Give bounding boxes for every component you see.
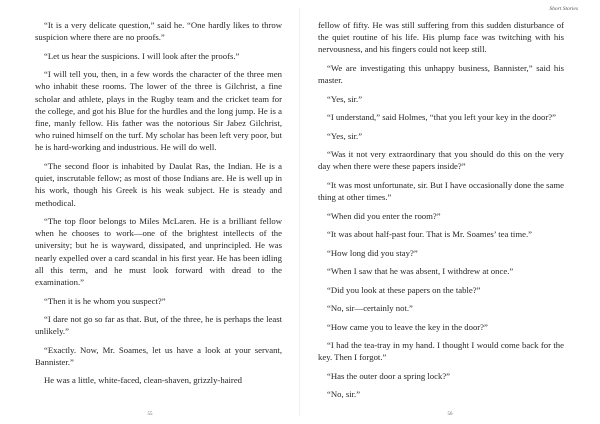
running-head: Short Stories [549, 6, 578, 12]
paragraph: “No, sir.” [327, 389, 361, 400]
left-page-text [35, 19, 282, 393]
paragraph: “Did you look at these papers on the table?” [327, 284, 481, 295]
paragraph: “I understand,” said Holmes, “that you left your key in the door?” [327, 112, 556, 123]
paragraph: “Was it not very extraordinary that you should do this on the very day when there were these papers inside?” [318, 149, 564, 172]
paragraph: “When I saw that he was absent, I withdrew at once.” [327, 266, 514, 277]
paragraph: He was a little, white-faced, clean-shaven, grizzly-haired [44, 375, 243, 386]
paragraph: “Has the outer door a spring lock?” [327, 370, 451, 381]
paragraph: “The second floor is inhabited by Daulat Ras, the Indian. He is a quiet, inscrutable fellow; as most of those Indians are. He is well up in his work, though his Greek is his weak subject. He is steady and methodical. [35, 160, 282, 208]
paragraph: “Yes, sir.” [327, 130, 363, 141]
paragraph: “How came you to leave the key in the door?” [327, 321, 488, 332]
paragraph: “Exactly. Now, Mr. Soames, let us have a look at your servant, Bannister.” [35, 344, 282, 367]
page-number: 55 [147, 412, 153, 417]
paragraph-continued: fellow of fifty. He was still suffering from this sudden disturbance of the quiet routine of his life. His plump face was twitching with his nervousness, and his fingers could not keep still. [318, 20, 564, 55]
paragraph: “No, sir—certainly not.” [327, 303, 413, 314]
paragraph: “It is a very delicate question,” said he. “One hardly likes to throw suspicion where there are no proofs.” [35, 20, 282, 43]
paragraph: “We are investigating this unhappy business, Bannister,” said his master. [318, 62, 564, 86]
paragraph: “Then it is he whom you suspect?” [44, 295, 166, 306]
right-page [300, 0, 600, 424]
paragraph: “It was about half-past four. That is Mr. Soames’ tea time.” [327, 229, 532, 240]
right-page-text [318, 19, 564, 407]
paragraph: “When did you enter the room?” [327, 210, 441, 221]
paragraph: “I had the tea-tray in my hand. I thought I would come back for the key. Then I forgot.” [318, 340, 564, 363]
paragraph: “I dare not go so far as that. But, of the three, he is perhaps the least unlikely.” [35, 314, 282, 337]
paragraph: “How long did you stay?” [327, 247, 418, 258]
paragraph: “It was most unfortunate, sir. But I have occasionally done the same thing at other times.” [318, 179, 564, 203]
paragraph: “Yes, sir.” [327, 93, 363, 104]
paragraph: “I will tell you, then, in a few words the character of the three men who inhabit these rooms. The lower of the three is Gilchrist, a fine scholar and athlete, plays in the Rugby team and the cricket team for the college, and got his Blue for the hurdles and the long jump. He is a fine, manly fellow. His father was the notorious Sir Jabez Gilchrist, who ruined himself on the turf. My scholar has been left very poor, but he is hard-working and industrious. He will do well. [35, 69, 282, 153]
page-number: 56 [447, 412, 453, 417]
paragraph: “The top floor belongs to Miles McLaren. He is a brilliant fellow when he chooses to work—one of the brightest intellects of the university; but he is wayward, dissipated, and unprincipled. He was nearly expelled over a card scandal in his first year. He has been idling all this term, and he must look forward with dread to the examination.” [35, 216, 282, 288]
paragraph: “Let us hear the suspicions. I will look after the proofs.” [44, 50, 240, 61]
